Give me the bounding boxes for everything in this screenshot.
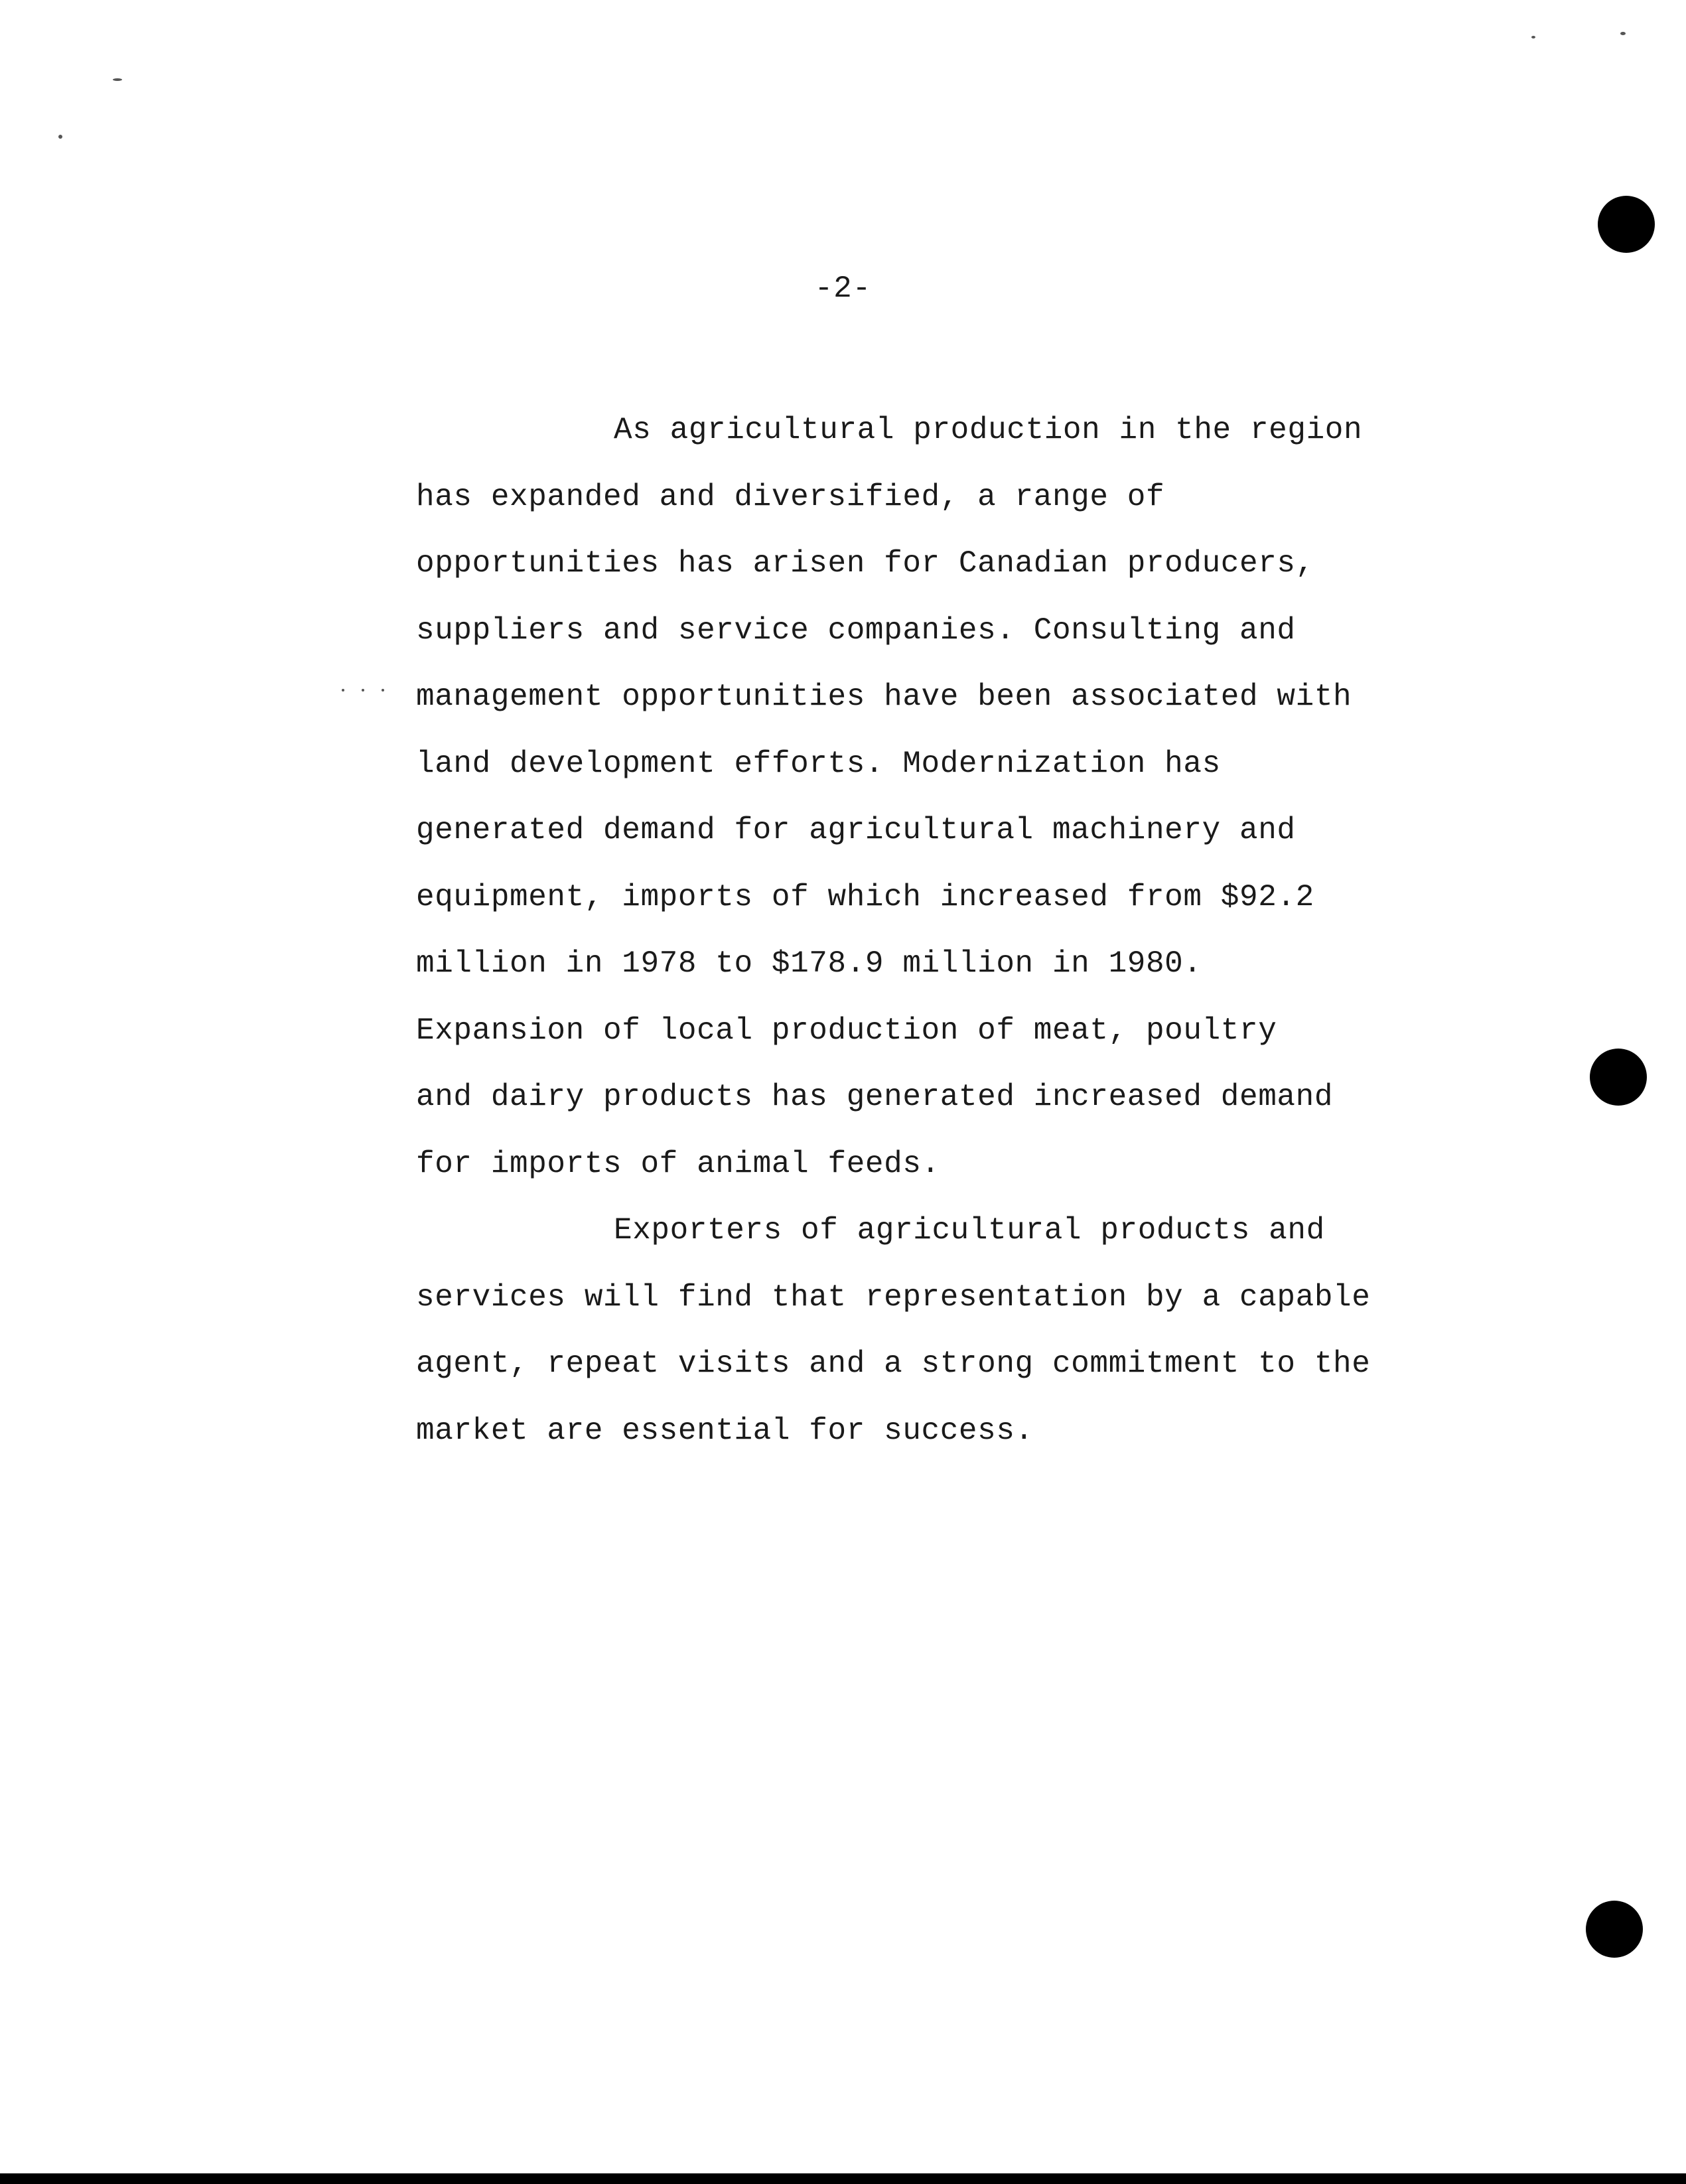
text-line: management opportunities have been associated with <box>416 680 1352 714</box>
text-line: generated demand for agricultural machinery and <box>416 813 1296 847</box>
scan-speck <box>362 689 364 692</box>
scan-speck <box>58 135 62 139</box>
text-line: Expansion of local production of meat, poultry <box>416 1013 1277 1048</box>
page-number: -2- <box>814 271 872 306</box>
text-line: As agricultural production in the region <box>614 413 1363 447</box>
text-line: has expanded and diversified, a range of <box>416 479 1165 514</box>
bottom-scan-edge <box>0 2173 1686 2184</box>
scan-speck <box>382 689 384 692</box>
text-line: equipment, imports of which increased from $92.2 <box>416 879 1314 914</box>
punch-hole-top <box>1598 196 1655 253</box>
scan-speck <box>1620 32 1626 35</box>
text-line: million in 1978 to $178.9 million in 1980. <box>416 946 1202 981</box>
text-line: for imports of animal feeds. <box>416 1146 940 1181</box>
text-line: land development efforts. Modernization has <box>416 746 1221 781</box>
text-line: Exporters of agricultural products and <box>614 1213 1325 1248</box>
scan-speck <box>113 78 122 81</box>
text-line: services will find that representation by a capable <box>416 1279 1371 1315</box>
text-line: market are essential for success. <box>416 1413 1034 1448</box>
text-line: suppliers and service companies. Consulting and <box>416 613 1296 648</box>
body-text <box>416 397 1451 1464</box>
text-line: agent, repeat visits and a strong commitment to the <box>416 1347 1371 1381</box>
paragraph-2 <box>416 1197 1451 1464</box>
text-line: and dairy products has generated increased demand <box>416 1080 1334 1114</box>
text-line: opportunities has arisen for Canadian producers, <box>416 546 1314 581</box>
scan-speck <box>1531 36 1535 38</box>
punch-hole-bottom <box>1586 1901 1643 1958</box>
punch-hole-middle <box>1590 1049 1647 1106</box>
paragraph-1 <box>416 397 1451 1197</box>
scan-speck <box>342 689 344 692</box>
